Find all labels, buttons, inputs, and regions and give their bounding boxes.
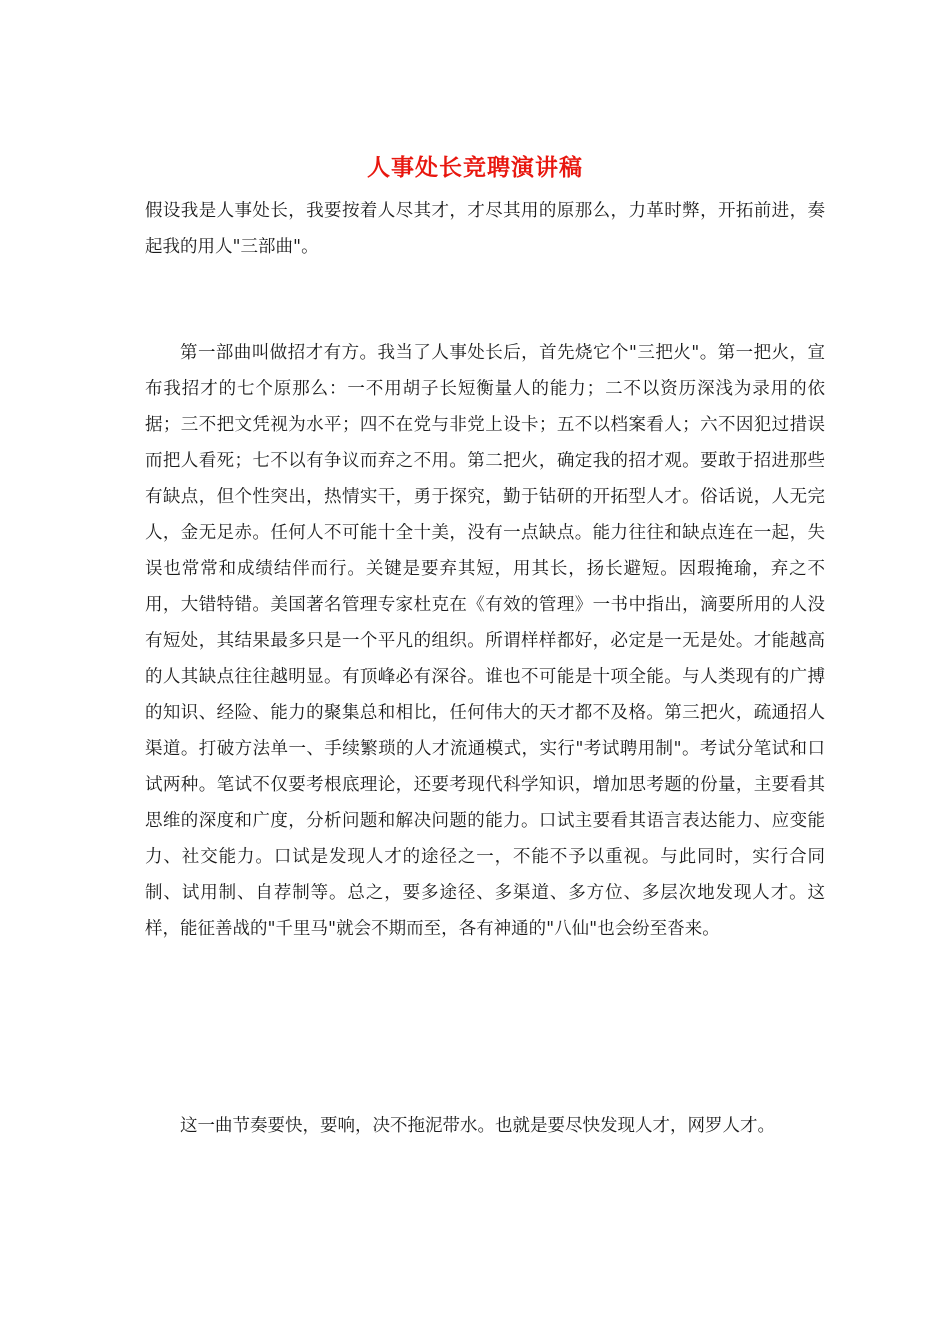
tempo-paragraph: 这一曲节奏要快，要响，决不拖泥带水。也就是要尽快发现人才，网罗人才。 <box>180 1116 775 1136</box>
intro-paragraph: 假设我是人事处长，我要按着人尽其才，才尽其用的原那么，力革时弊，开拓前进，奏起我的用人"三部曲"。 <box>145 201 825 257</box>
document-title: 人事处长竞聘演讲稿 <box>367 154 583 181</box>
first-movement-paragraph: 第一部曲叫做招才有方。我当了人事处长后，首先烧它个"三把火"。第一把火，宣布我招才的七个原那么：一不用胡子长短衡量人的能力；二不以资历深浅为录用的依据；三不把文凭视为水平；四不在党与非党上设卡；五不以档案看人；六不因犯过措误而把人看死；七不以有争议而弃之不用。第二把火，确定我的招才观。要敢于招进那些有缺点，但个性突出，热情实干，勇于探究，勤于钻研的开拓型人才。俗话说，人无完人，金无足赤。任何人不可能十全十美，没有一点缺点。能力往往和缺点连在一起，失误也常常和成绩结伴而行。关键是要弃其短，用其长，扬长避短。因瑕掩瑜，弃之不用，大错特错。美国著名管理专家杜克在《有效的管理》一书中指出，滴要所用的人没有短处，其结果最多只是一个平凡的组织。所谓样样都好，必定是一无是处。才能越高的人其缺点往往越明显。有顶峰必有深谷。谁也不可能是十项全能。与人类现有的广搏的知识、经险、能力的聚集总和相比，任何伟大的天才都不及格。第三把火，疏通招人渠道。打破方法单一、手续繁琐的人才流通模式，实行"考试聘用制"。考试分笔试和口试两种。笔试不仅要考根底理论，还要考现代科学知识，增加思考题的份量，主要看其思维的深度和广度，分析问题和解决问题的能力。口试主要看其语言表达能力、应变能力、社交能力。口试是发现人才的途径之一，不能不予以重视。与此同时，实行合同制、试用制、自荐制等。总之，要多途径、多渠道、多方位、多层次地发现人才。这样，能征善战的"千里马"就会不期而至，各有神通的"八仙"也会纷至沓来。 <box>145 343 825 939</box>
